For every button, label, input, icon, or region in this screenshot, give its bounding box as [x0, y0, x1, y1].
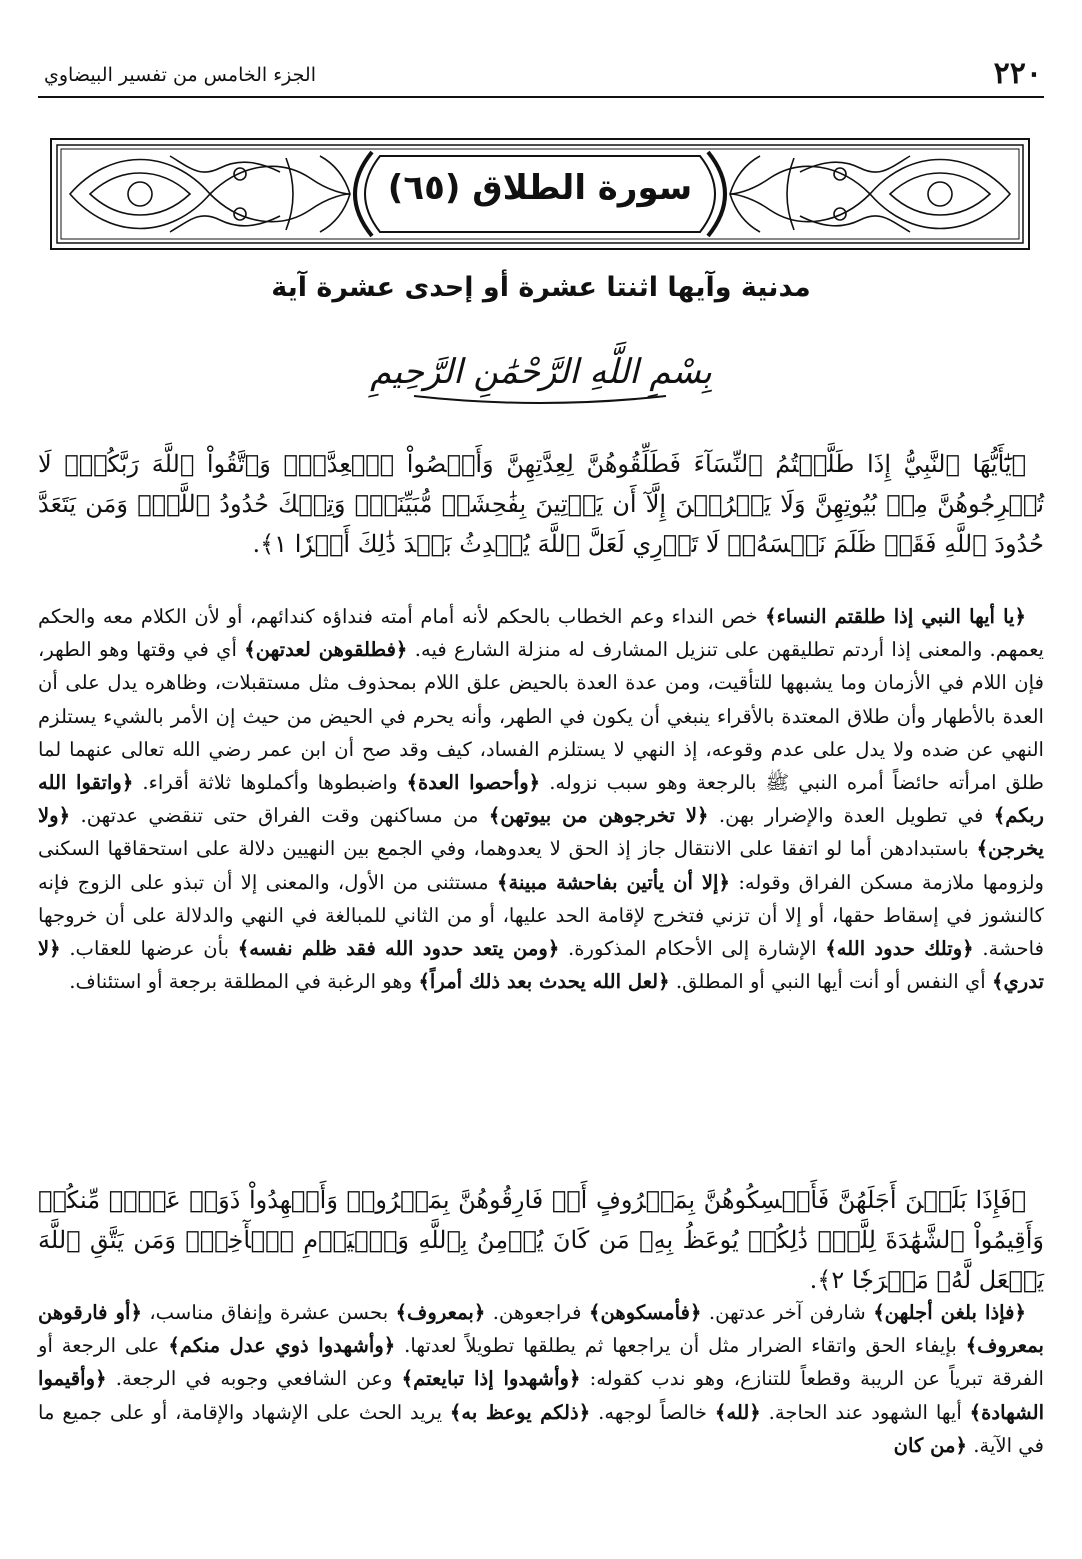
commentary-text: خص النداء وعم الخطاب بالحكم لأنه أمام أمته فنداؤه كندائهم، أو لأن الكلام معه والحكم يعمهم. والمعنى إذا أردتم تطليقهن على تنزيل المشارف له منزلة الشارع فيه.: [38, 605, 1044, 662]
basmala: بِسْمِ اللَّهِ الرَّحْمَٰنِ الرَّحِيمِ: [370, 352, 712, 392]
quoted-phrase: ﴿يا أيها النبي إذا طلقتم النساء﴾: [765, 605, 1026, 628]
commentary-text: وهو الرغبة في المطلقة برجعة أو استئناف.: [69, 970, 419, 994]
quoted-phrase: ﴿لا تخرجوهن من بيوتهن﴾: [488, 804, 709, 828]
page-header: [38, 52, 1044, 98]
header-rule: [38, 96, 1044, 98]
commentary-2-paragraph: [38, 1296, 1044, 1462]
quoted-phrase: ﴿لله﴾: [714, 1400, 761, 1424]
verse-2: [38, 1180, 1044, 1300]
commentary-text: على الرجعة أو الفرقة تبرياً عن الريبة وقطعاً للتنازع، وهو ندب كقوله:: [38, 1334, 1045, 1391]
quoted-phrase: ﴿وأشهدوا إذا تبايعتم﴾: [401, 1367, 581, 1391]
quoted-phrase: ﴿بمعروف﴾: [395, 1301, 486, 1324]
quoted-phrase: ﴿وأشهدوا ذوي عدل منكم﴾: [168, 1334, 396, 1358]
quoted-phrase: ﴿من كان: [893, 1433, 968, 1457]
quoted-phrase: ﴿فأمسكوهن﴾: [588, 1301, 702, 1324]
quoted-phrase: ﴿وأحصوا العدة﴾: [406, 771, 541, 795]
commentary-text: باستبدادهن أما لو اتفقا على الانتقال جاز إذ الحق لا يعدوهما، وفي الجمع بين النهيين دلالة على استحقاقها السكنى ولزومها ملازمة مسكن الفراق وقوله:: [38, 837, 1045, 894]
surah-info: مدنية وآيها اثنتا عشرة أو إحدى عشرة آية: [271, 272, 811, 303]
quoted-phrase: ﴿فطلقوهن لعدتهن﴾: [244, 638, 408, 662]
commentary-1-paragraph: [38, 600, 1044, 998]
commentary-1: [38, 600, 1044, 998]
commentary-text: بإيفاء الحق واتقاء الضرار مثل أن يراجعها ثم يطلقها تطويلاً لعدتها.: [395, 1334, 966, 1358]
commentary-text: من مساكنهن وقت الفراق حتى تنقضي عدتهن.: [70, 804, 489, 828]
commentary-text: خالصاً لوجهه.: [590, 1400, 715, 1424]
commentary-text: أيها الشهود عند الحاجة.: [760, 1400, 970, 1424]
commentary-text: وعن الشافعي وجوبه في الرجعة.: [106, 1367, 402, 1391]
commentary-text: فراجعوهن.: [485, 1301, 589, 1324]
commentary-text: بأن عرضها للعقاب.: [60, 937, 238, 961]
verse-2-text: ﴿فَإِذَا بَلَغۡنَ أَجَلَهُنَّ فَأَمۡسِكُوهُنَّ بِمَعۡرُوفٍ أَوۡ فَارِقُوهُنَّ بِمَعۡرُوفٖ وَأَشۡهِدُواْ ذَوَيۡ عَدۡلٖ مِّنكُمۡ وَأَقِيمُواْ ٱلشَّهَٰدَةَ لِلَّهِۚ ذَٰلِكُمۡ يُوعَظُ بِهِۦ مَن كَانَ يُؤۡمِنُ بِٱللَّهِ وَٱلۡيَوۡمِ ٱلۡأٓخِرِۚ وَمَن يَتَّقِ ٱللَّهَ يَجۡعَل لَّهُۥ مَخۡرَجٗا ٢﴾.: [38, 1186, 1044, 1294]
quoted-phrase: ﴿لا تدري﴾: [38, 937, 1044, 994]
basmala-swash-icon: [410, 392, 670, 408]
commentary-text: شارفن آخر عدتهن.: [701, 1301, 874, 1324]
quoted-phrase: ﴿ذلكم يوعظ به﴾: [449, 1400, 591, 1424]
commentary-text: واضبطوها وأكملوها ثلاثة أقراء.: [133, 771, 407, 795]
verse-1: [38, 444, 1044, 564]
verse-1-text: ﴿يَٰٓأَيُّهَا ٱلنَّبِيُّ إِذَا طَلَّقۡتُمُ ٱلنِّسَآءَ فَطَلِّقُوهُنَّ لِعِدَّتِهِنَّ وَأَحۡصُواْ ٱلۡعِدَّةَۖ وَٱتَّقُواْ ٱللَّهَ رَبَّكُمۡۖ لَا تُخۡرِجُوهُنَّ مِنۢ بُيُوتِهِنَّ وَلَا يَخۡرُجۡنَ إِلَّآ أَن يَأۡتِينَ بِفَٰحِشَةٖ مُّبَيِّنَةٖۚ وَتِلۡكَ حُدُودُ ٱللَّهِۚ وَمَن يَتَعَدَّ حُدُودَ ٱللَّهِ فَقَدۡ ظَلَمَ نَفۡسَهُۥۚ لَا تَدۡرِي لَعَلَّ ٱللَّهَ يُحۡدِثُ بَعۡدَ ذَٰلِكَ أَمۡرٗا ١﴾.: [38, 450, 1044, 558]
commentary-text: مستثنى من الأول، والمعنى إلا أن تبذو على الزوج فإنه كالنشوز في إسقاط حقها، أو إلا أن تزني فتخرج لإقامة الحد عليها، أو من الثاني للمبالغة في النهي والدلالة على أن خروجها فاحشة.: [38, 870, 1045, 961]
surah-banner: [50, 138, 1030, 250]
quoted-phrase: ﴿إلا أن يأتين بفاحشة مبينة﴾: [497, 870, 730, 894]
quoted-phrase: ﴿واتقوا الله ربكم﴾: [38, 771, 1045, 828]
commentary-text: أي النفس أو أنت أيها النبي أو المطلق.: [669, 970, 992, 994]
quoted-phrase: ﴿أو فارقوهن بمعروف﴾: [38, 1301, 1044, 1358]
surah-title: سورة الطلاق (٦٥): [387, 168, 693, 208]
page-number: ٢٢٠: [993, 56, 1042, 91]
commentary-text: أي في وقتها وهو الطهر، فإن اللام في الأزمان وما يشبهها للتأقيت، ومن عدة العدة بالحيض علق اللام بمحذوف مثل مستقبلات، وظاهره يدل على أن العدة بالأطهار وأن طلاق المعتدة بالأقراء ينبغي أن يكون في الطهر، وأنه يحرم في الحيض من حيث إن الأمر بالشيء يستلزم النهي عن ضده ولا يدل على عدم وقوعه، إذ النهي لا يستلزم الفساد، كيف وقد صح أن ابن عمر رضي الله تعالى عنهما لما طلق امرأته حائضاً أمره النبي ﷺ بالرجعة وهو سبب نزوله.: [38, 638, 1044, 795]
quoted-phrase: ﴿وتلك حدود الله﴾: [825, 937, 974, 961]
commentary-text: في تطويل العدة والإضرار بهن.: [708, 804, 994, 828]
quoted-phrase: ﴿لعل الله يحدث بعد ذلك أمراً﴾: [418, 970, 670, 994]
running-title: الجزء الخامس من تفسير البيضاوي: [44, 64, 316, 86]
quoted-phrase: ﴿ولا يخرجن﴾: [38, 804, 1044, 861]
commentary-2: [38, 1296, 1044, 1462]
quoted-phrase: ﴿فإذا بلغن أجلهن﴾: [873, 1301, 1026, 1324]
commentary-text: يريد الحث على الإشهاد والإقامة، أو على جميع ما في الآية.: [38, 1400, 1044, 1457]
quoted-phrase: ﴿وأقيموا الشهادة﴾: [38, 1367, 1045, 1424]
commentary-text: الإشارة إلى الأحكام المذكورة.: [559, 937, 826, 961]
commentary-text: بحسن عشرة وإنفاق مناسب،: [141, 1301, 396, 1324]
quoted-phrase: ﴿ومن يتعد حدود الله فقد ظلم نفسه﴾: [237, 937, 560, 961]
